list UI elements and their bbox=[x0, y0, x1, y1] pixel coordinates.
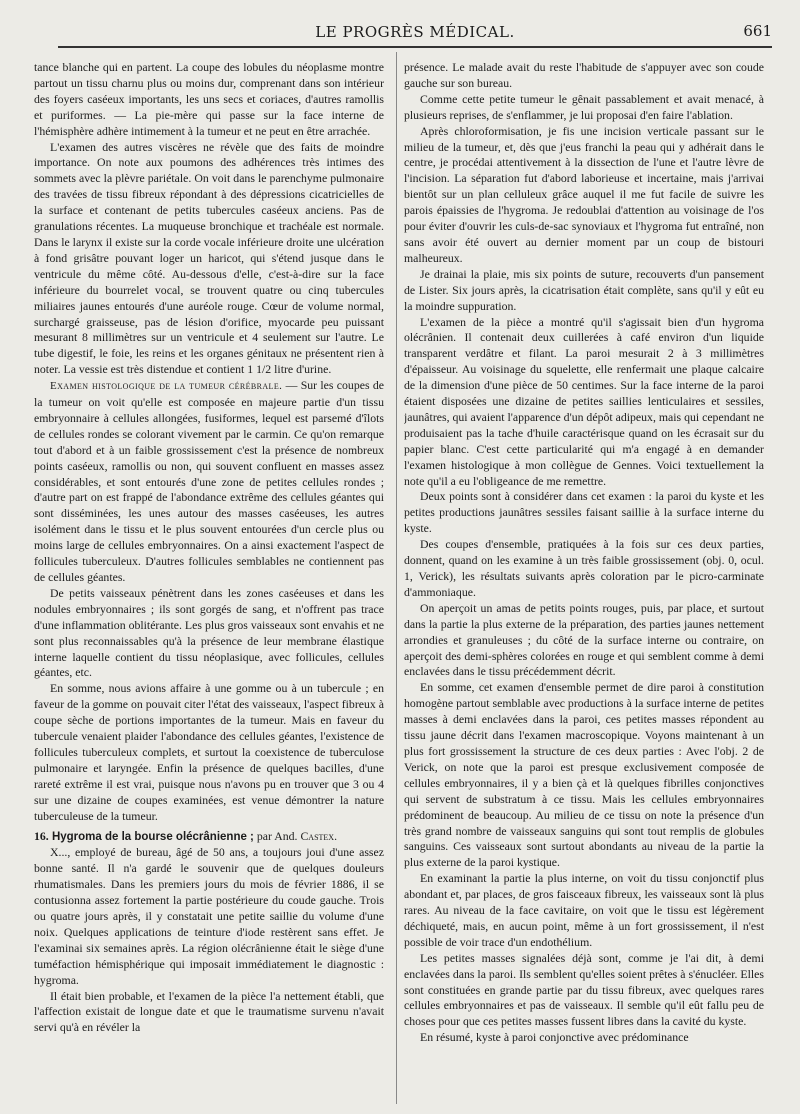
paragraph: En résumé, kyste à paroi conjonctive avec prédominance bbox=[420, 1030, 689, 1045]
left-column bbox=[34, 60, 384, 1108]
paragraph: On aperçoit un amas de petits points rouges, puis, par place, et surtout dans la partie la plus externe de la préparation, des parties jaunes nettement arrondies et granuleuses ; du côté de la surface interne ou contraire, on aperçoit des demi-sphères colorées en rouge et qui semblent comme à demi enclavées dans le tissu précédemment décrit. bbox=[404, 600, 764, 679]
paragraph: Deux points sont à considérer dans cet examen : la paroi du kyste et les petites productions jaunâtres sessiles faisant saillie à la surface interne du kyste. bbox=[404, 489, 764, 536]
paragraph: Des coupes d'ensemble, pratiquées à la fois sur ces deux parties, donnent, quand on les examine à un très faible grossissement (obj. 0, ocul. 1, Verick), les résultats suivants après coloration par le picro-carminate d'ammoniaque. bbox=[404, 537, 764, 599]
paragraph: Comme cette petite tumeur le gênait passablement et avait menacé, à plusieurs reprises, de s'enflammer, je lui proposai d'en faire l'ablation. bbox=[404, 91, 764, 122]
paragraph: présence. Le malade avait du reste l'habitude de s'appuyer avec son coude gauche sur son bureau. bbox=[404, 60, 764, 90]
paragraph: Après chloroformisation, je fis une incision verticale passant sur le milieu de la tumeur, et, dès que j'eus franchi la peau qui y adhérait dans le centre, je procédai attentivement à la dissection de l'une et l'autre lèvre de l'incision. La séparation fut d'abord laborieuse et incertaine, mais j'arrivai bientôt sur un plan celluleux grâce auquel il me fut facile de suivre les parois épaissies de l'hygroma. Je redoublai d'attention au voisinage de l'os pour éviter d'ouvrir les culs-de-sac synoviaux et l'hygroma fut entraîné, non sans avoir été ouvert au dernier moment par un coup de bistouri malheureux. bbox=[404, 123, 764, 265]
paragraph: En somme, nous avions affaire à une gomme ou à un tubercule ; en faveur de la gomme on pouvait citer l'état des vaisseaux, l'aspect fibreux à coupe sèche de portions importantes de la tumeur. Mais en faveur du tubercule venaient plaider l'abondance des cellules géantes, l'existence de follicules tuberculeux complets, et surtout la coexistence de tuberculose pulmonaire et laryngée. Enfin la présence de quelques bacilles, d'une rareté extrême il est vrai, puisque nous n'avons pu en trouver que 3 ou 4 sur une dizaine de coupes examinées, est venue démontrer la nature tuberculeuse de la tumeur. bbox=[34, 681, 384, 823]
running-header bbox=[58, 20, 772, 44]
paragraph: L'examen de la pièce a montré qu'il s'agissait bien d'un hygroma olécrânien. Il contenait deux cuillerées à café environ d'un liquide transparent verdâtre et filant. La paroi mesurait 2 à 3 millimètres d'épaisseur. Au voisinage du squelette, elle renfermait une plaque calcaire de la dimension d'une pièce de 50 centimes. Sur la face interne de la paroi étaient disposées une dizaine de petites saillies lenticulaires et sessiles, jaunâtres, qui avaient l'apparence d'un dépôt adipeux, mais qui cependant ne produisaient pas la tache d'huile caractérisque quand on les écrasait sur du papier blanc. C'est cette particularité qui m'a engagé à en demander l'examen histologique à mon collègue de Gennes. Voici textuellement la note qu'il a eu l'obligeance de me remettre. bbox=[404, 314, 764, 488]
paragraph bbox=[34, 378, 384, 586]
paragraph: tance blanche qui en partent. La coupe des lobules du néoplasme montre partout un tissu charnu plus ou moins dur, comprenant dans son intérieur des foyers caséeux importants, les uns secs et coriaces, d'autres ramollis et puriformes. — La pie-mère qui passe sur la face interne de l'hémisphère adhère intimement à la tumeur et ne peut en être arrachée. bbox=[34, 60, 384, 138]
journal-title: LE PROGRÈS MÉDICAL. bbox=[315, 23, 515, 41]
article-number: 16. bbox=[34, 828, 49, 843]
article-byline: par And. bbox=[253, 828, 301, 843]
paragraph: Je drainai la plaie, mis six points de suture, recouverts d'un pansement de Lister. Six jours après, la cicatrisation était complète, sans qu'il y eût eu la moindre suppuration. bbox=[404, 266, 764, 313]
paragraph: De petits vaisseaux pénètrent dans les zones caséeuses et dans les nodules embryonnaires ; ils sont gorgés de sang, et n'offrent pas trace d'une inflammation oblitérante. Les plus gros vaisseaux sont envahis et ne sont plus reconnaissables qu'à la présence de leur membrane élastique interne laquelle contient du tissu néoplasique, avec follicules, cellules géantes, etc. bbox=[34, 585, 384, 680]
column-divider bbox=[396, 52, 397, 1104]
paragraph: Il était bien probable, et l'examen de la pièce l'a nettement établi, que l'affection existait de longue date et que le traumatisme survenu n'avait servi qu'à en révéler la bbox=[34, 988, 384, 1035]
paragraph: X..., employé de bureau, âgé de 50 ans, a toujours joui d'une assez bonne santé. Il n'a gardé le souvenir que de quelques douleurs rhumatismales. Dans les premiers jours du mois de février 1886, il se contusionna assez fortement la partie postérieure du coude gauche. Trois ou quatre jours après, il y constatait une petite saillie du volume d'une noix. Quelques applications de teinture d'iode restèrent sans effet. Je l'examinai six semaines après. La région olécrânienne était le siège d'une tuméfaction hémisphérique qui imposait immédiatement le diagnostic : hygroma. bbox=[34, 845, 384, 987]
paragraph: Les petites masses signalées déjà sont, comme je l'ai dit, à demi enclavées dans la paroi. Ils semblent qu'elles soient prêtes à s'énucléer. Elles sont constituées en grande partie par du tissu fibreux, avec quelques rares cellules embryonnaires et pas de vaisseaux. Il semble qu'il eût fallu peu de choses pour que ces petites masses fussent libres dans la cavité du kyste. bbox=[404, 950, 764, 1029]
paragraph: L'examen des autres viscères ne révèle que des faits de moindre importance. On note aux poumons des adhérences très intimes des sommets avec la plèvre pariétale. On voit dans le parenchyme pulmonaire des travées de tissu fibreux répondant à des dépressions cicatricielles de la surface et contenant de petits tubercules caséeux anciens. Pas de granulations récentes. La muqueuse bronchique et trachéale est normale. Dans le larynx il existe sur la corde vocale inférieure droite une ulcération à fond grisâtre pouvant loger un haricot, qui s'étend jusque dans le ventricule du même côté. Au-dessous d'elle, c'est-à-dire sur la face inférieure du bourrelet vocal, se trouvent quatre ou cinq tubercules miliaires jaunes entourés d'une auréole rouge. Cœur de volume normal, surchargé graisseuse, pas de lésion d'orifice, myocarde peu puissant mesurant 8 millimètres sur un ventricule et 4 seulement sur l'autre. Le tube digestif, le foie, les reins et les organes génitaux ne présentent rien à noter. La vessie est très distendue et contient 1 1/2 litre d'urine. bbox=[34, 139, 384, 377]
paragraph: En somme, cet examen d'ensemble permet de dire paroi à constitution homogène partout semblable avec productions à la surface interne de petites masses à demi enclavées dans la paroi, ces petites masses répondent au tissu jaune décrit dans l'examen macroscopique. Voyons maintenant à un plus fort grossissement la structure de ces deux parties : Avec l'obj. 2 de Verick, on note que la paroi est presque exclusivement composée de cellules embryonnaires, il y a bien çà et là quelques fibrilles conjonctives qui servent de substratum à ce tissu. Mais les cellules embryonnaires prédominent de beaucoup. Au milieu de ce tissu on note la présence d'un très grand nombre de vaisseaux sanguins qui sont tout remplis de globules sanguins. Ces vaisseaux sont surtout abondants au niveau de la partie la plus externe de la paroi kystique. bbox=[404, 680, 764, 870]
right-column bbox=[404, 60, 764, 1108]
section-heading: Examen histologique de la tumeur cérébrale. bbox=[50, 380, 283, 393]
article-heading bbox=[34, 829, 384, 846]
page-number: 661 bbox=[743, 22, 772, 40]
article-title: Hygroma de la bourse olécrânienne ; bbox=[48, 830, 254, 843]
article-author: Castex. bbox=[300, 828, 338, 843]
paragraph: En examinant la partie la plus interne, on voit du tissu conjonctif plus abondant et, par places, de gros faisceaux fibreux, les vaisseaux sont là plus rares. Au niveau de la face cavitaire, on voit que le tissu est légèrement déchiqueté, mais, en aucun point, même à un fort grossissement, il n'est possible de voir trace d'un endothélium. bbox=[404, 871, 764, 949]
header-rule bbox=[58, 46, 772, 48]
paragraph-text: — Sur les coupes de la tumeur on voit qu'elle est composée en majeure partie d'un tissu embryonnaire à cellules allongées, fusiformes, lequel est parsemé d'îlots de cellules rondes se colorant vivement par le carmin. Ce qu'on remarque tout d'abord et à un faible grossissement c'est la présence de nombreux points caséeux, ramollis ou non, qui souvent confluent en masses assez considérables, et sont entourés d'une zone de petites cellules rondes ; d'autre part on est frappé de l'abondance extrême des cellules géantes qui sont disséminées, les unes autour des masses caséeuses, les autres isolément dans le tissu et le plus souvent entourées d'un cercle plus ou moins large de cellules embryonnaires. On a ainsi exactement l'aspect de follicules tuberculeux. D'autres follicules semblables ne contiennent pas de cellules géantes. bbox=[34, 378, 384, 584]
